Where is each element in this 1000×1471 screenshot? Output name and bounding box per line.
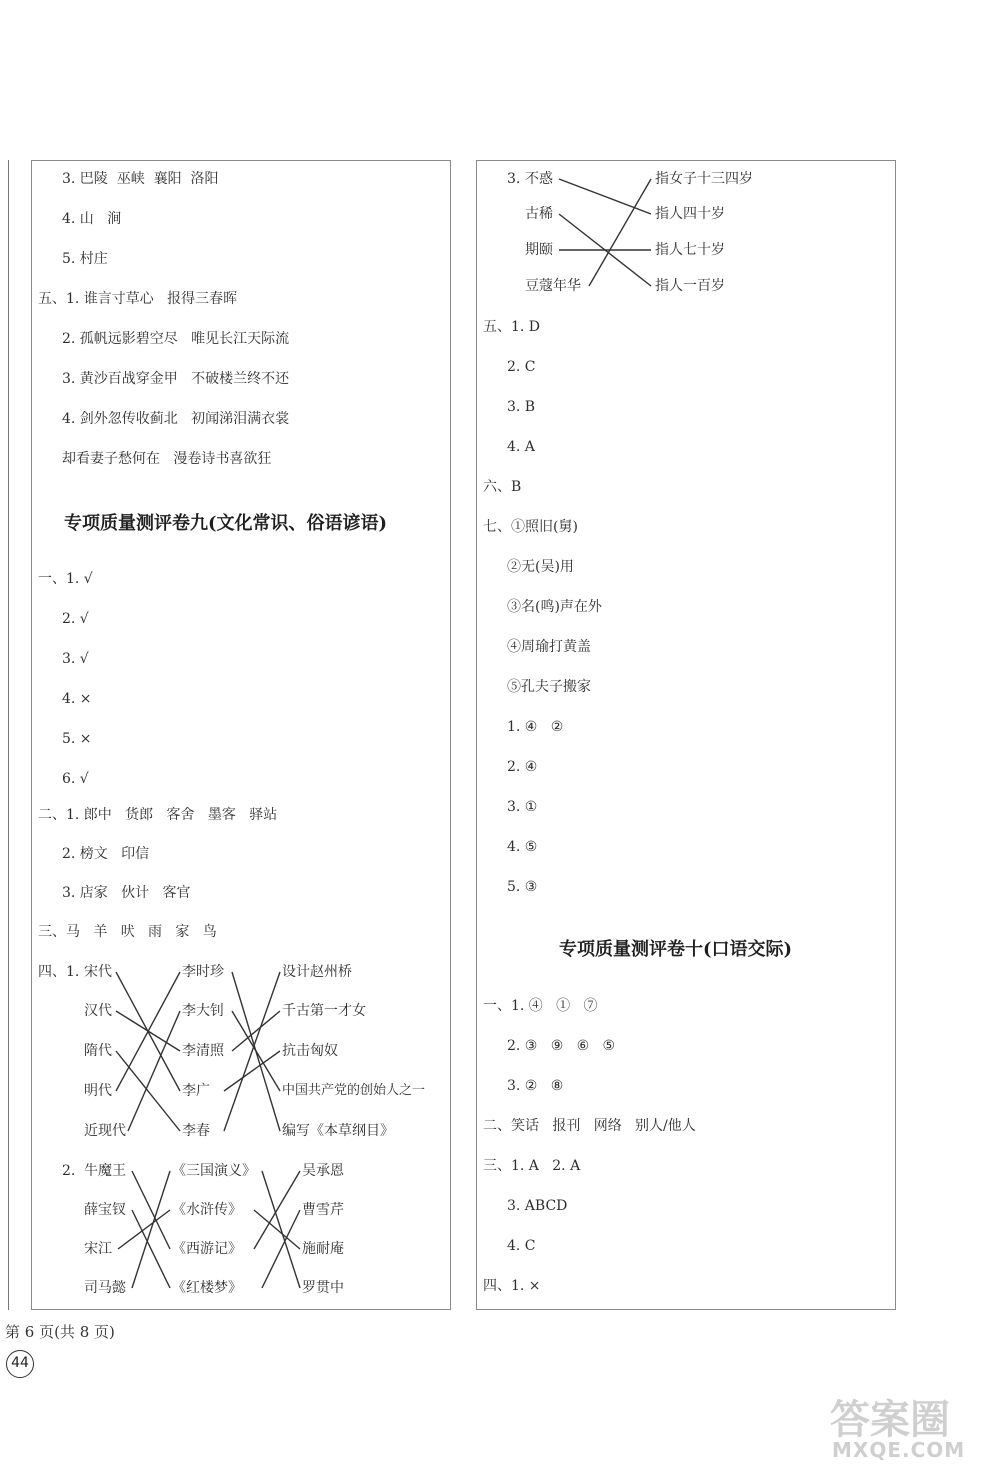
match1-person: 李大钊 <box>182 1003 224 1019</box>
answer-line: 3. ② ⑧ <box>507 1078 564 1094</box>
section-heading: 专项质量测评卷十(口语交际) <box>559 939 793 960</box>
answer-line: 2. ③ ⑨ ⑥ ⑤ <box>507 1038 616 1054</box>
answer-line: 一、1. ④ ① ⑦ <box>483 998 598 1014</box>
match1-deed: 中国共产党的创始人之一 <box>282 1083 426 1098</box>
match2-character: 司马懿 <box>84 1280 126 1296</box>
match-line <box>224 1051 280 1091</box>
answer-line: 2. 孤帆远影碧空尽 唯见长江天际流 <box>62 331 290 347</box>
match2-character: 宋江 <box>84 1241 112 1257</box>
right-answer-panel <box>476 160 896 1310</box>
answer-line: 3. ① <box>507 799 538 815</box>
match2-character: 牛魔王 <box>84 1163 126 1179</box>
match-line <box>559 179 651 214</box>
match1-dynasty: 汉代 <box>84 1003 112 1019</box>
answer-line: 四、1. × <box>483 1278 541 1294</box>
match-line <box>589 179 651 286</box>
match2-novel: 《三国演义》 <box>172 1163 256 1179</box>
answer-line: 却看妻子愁何在 漫卷诗书喜欲狂 <box>62 451 272 467</box>
match-line <box>118 1210 170 1249</box>
answer-line: 三、1. A 2. A <box>483 1158 581 1174</box>
match2-character: 薛宝钗 <box>84 1202 126 1218</box>
match1-person: 李春 <box>182 1123 210 1139</box>
match2-novel: 《水浒传》 <box>172 1202 242 1218</box>
answer-line: 二、1. 郎中 货郎 客舍 墨客 驿站 <box>38 807 278 823</box>
answer-line: 4. ⑤ <box>507 839 538 855</box>
answer-line: 4. 剑外忽传收蓟北 初闻涕泪满衣裳 <box>62 411 290 427</box>
answer-line: 5. ③ <box>507 879 538 895</box>
watermark-url: MXQE.COM <box>832 1438 966 1462</box>
match1-dynasty: 宋代 <box>84 964 112 980</box>
match2-author: 罗贯中 <box>302 1280 344 1296</box>
answer-line: 五、1. D <box>483 319 541 335</box>
page-info: 第 6 页(共 8 页) <box>5 1323 115 1341</box>
match1-dynasty: 近现代 <box>84 1123 126 1139</box>
answer-line: 4. C <box>507 1238 536 1254</box>
answer-line: ④周瑜打黄盖 <box>507 639 591 655</box>
match-line <box>132 1171 170 1288</box>
answer-line: 3. B <box>507 399 536 415</box>
answer-line: 1. ④ ② <box>507 719 564 735</box>
match1-dynasty: 明代 <box>84 1083 112 1099</box>
answer-line: 6. √ <box>62 771 89 787</box>
answer-line: 3. ABCD <box>507 1198 568 1214</box>
match1-deed: 抗击匈奴 <box>282 1043 338 1059</box>
match-line <box>224 972 280 1131</box>
answer-line: 5. × <box>62 731 92 747</box>
previous-page-edge <box>0 160 9 1310</box>
match-line <box>232 1011 280 1091</box>
match-prefix: 四、1. <box>38 964 80 980</box>
match1-person: 李广 <box>182 1083 210 1099</box>
section-heading: 专项质量测评卷九(文化常识、俗语谚语) <box>64 513 388 534</box>
match3-meaning: 指女子十三四岁 <box>655 171 753 187</box>
match2-author: 吴承恩 <box>302 1163 344 1179</box>
match2-novel: 《红楼梦》 <box>172 1280 242 1296</box>
answer-line: 七、①照旧(舅) <box>483 519 578 535</box>
match1-person: 李时珍 <box>182 964 224 980</box>
match3-meaning: 指人七十岁 <box>655 242 725 258</box>
match-line <box>128 1011 180 1131</box>
match1-deed: 设计赵州桥 <box>282 964 352 980</box>
answer-line: ②无(吴)用 <box>507 559 574 575</box>
answer-line: 一、1. √ <box>38 571 93 587</box>
page-number-badge: 44 <box>6 1350 34 1378</box>
answer-line: 4. × <box>62 691 92 707</box>
match-line <box>254 1171 300 1249</box>
match-line <box>232 1011 280 1051</box>
watermark-logo-text: 答案圈 <box>830 1397 950 1443</box>
left-answer-panel <box>31 160 451 1310</box>
match2-author: 施耐庵 <box>302 1241 344 1257</box>
answer-line: ③名(鸣)声在外 <box>507 599 602 615</box>
answer-line: 2. ④ <box>507 759 538 775</box>
site-watermark <box>822 1388 982 1463</box>
answer-line: 5. 村庄 <box>62 251 108 267</box>
answer-line: 3. 巴陵 巫峡 襄阳 洛阳 <box>62 171 219 187</box>
match-line <box>262 1171 300 1288</box>
answer-line: 3. √ <box>62 651 89 667</box>
answer-line: 三、马 羊 吠 雨 家 鸟 <box>38 924 217 940</box>
match3-term: 豆蔻年华 <box>525 278 581 294</box>
match1-dynasty: 隋代 <box>84 1043 112 1059</box>
match2-novel: 《西游记》 <box>172 1241 242 1257</box>
match3-meaning: 指人四十岁 <box>655 206 725 222</box>
answer-line: 2. √ <box>62 611 89 627</box>
answer-line: 二、笑话 报刊 网络 别人/他人 <box>483 1118 696 1134</box>
match-prefix: 2. <box>62 1163 76 1179</box>
answer-line: 4. 山 涧 <box>62 211 122 227</box>
match3-term: 期颐 <box>525 242 553 258</box>
match-prefix: 3. <box>507 171 521 187</box>
match-line <box>132 1171 170 1249</box>
answer-line: 4. A <box>507 439 535 455</box>
match3-term: 不惑 <box>525 171 553 187</box>
match1-person: 李清照 <box>182 1043 224 1059</box>
answer-line: 3. 黄沙百战穿金甲 不破楼兰终不还 <box>62 371 290 387</box>
match-line <box>116 1051 180 1131</box>
match3-term: 古稀 <box>525 206 553 222</box>
match1-deed: 千古第一才女 <box>282 1003 366 1019</box>
answer-line: 2. 榜文 印信 <box>62 846 150 862</box>
answer-line: ⑤孔夫子搬家 <box>507 679 591 695</box>
match3-meaning: 指人一百岁 <box>655 278 725 294</box>
answer-line: 六、B <box>483 479 522 495</box>
match2-author: 曹雪芹 <box>302 1202 344 1218</box>
answer-line: 2. C <box>507 359 536 375</box>
answer-line: 五、1. 谁言寸草心 报得三春晖 <box>38 291 238 307</box>
match-line <box>132 1210 170 1288</box>
match1-deed: 编写《本草纲目》 <box>282 1123 394 1139</box>
matching-lines-left <box>32 161 452 1311</box>
answer-line: 3. 店家 伙计 客官 <box>62 885 191 901</box>
